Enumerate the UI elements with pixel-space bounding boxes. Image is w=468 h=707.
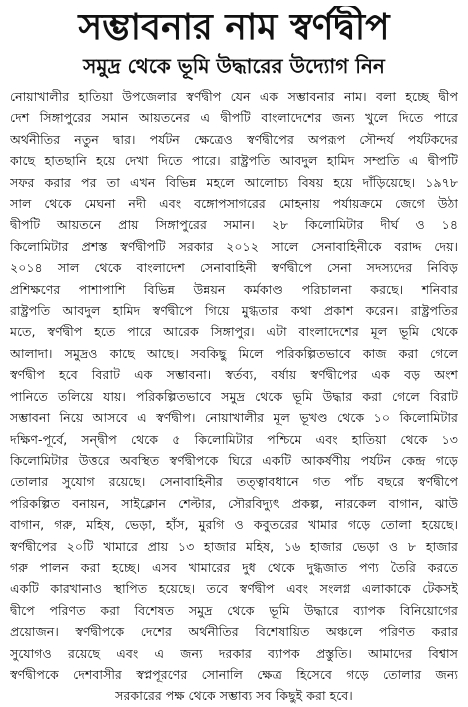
body-line: কিলোমিটার উত্তরে অবস্থিত স্বর্ণদ্বীপকে ঘিরে একটি আকর্ষণীয় পর্যটন কেন্দ্র গড়ে [10, 452, 458, 468]
body-line: সাল থেকে মেঘনা নদী এবং বঙ্গোপসাগরের মোহনায় পর্যায়ক্রমে জেগে উঠা [10, 196, 458, 212]
headline: সম্ভাবনার নাম স্বর্ণদ্বীপ [78, 7, 390, 48]
body-line: দেশ সিঙ্গাপুরের সমান আয়তনের এ দ্বীপটি বাংলাদেশের জন্য খুলে দিতে পারে [10, 110, 458, 126]
body-line: তোলার সুযোগ রয়েছে। সেনাবাহিনীর তত্ত্বাবধানে গত পাঁচ বছরে স্বর্ণদ্বীপে [10, 474, 458, 490]
body-line: সুযোগও রয়েছে এবং এ জন্য দরকার ব্যাপক প্রস্তুতি। আমাদের বিশ্বাস [10, 645, 458, 661]
body-line: প্রশিক্ষণের পাশাপাশি বিভিন্ন উন্নয়ন কর্মকাণ্ড পরিচালনা করছে। শনিবার [10, 281, 458, 297]
body-line: কিলোমিটার প্রশস্ত স্বর্ণদ্বীপটি সরকার ২০১২ সালে সেনাবাহিনীকে বরাদ্দ দেয়। [10, 238, 458, 254]
body-line: বাগান, গরু, মহিষ, ভেড়া, হাঁস, মুরগি ও কবুতরের খামার গড়ে তোলা হয়েছে। [10, 517, 458, 533]
body-line: সম্ভাবনা নিয়ে আসবে এ স্বর্ণদ্বীপ। নোয়াখালীর মূল ভূখণ্ড থেকে ১০ কিলোমিটার [10, 410, 458, 426]
body-line: স্বর্ণদ্বীপ হবে বিরাট এক সম্ভাবনা। স্বর্তব্য, বর্ষায় স্বর্ণদ্বীপের এক বড় অংশ [10, 367, 458, 383]
article-body [10, 86, 458, 707]
body-line: ২০১৪ সাল থেকে বাংলাদেশ সেনাবাহিনী স্বর্ণদ্বীপে সেনা সদস্যদের নিবিড় [10, 260, 458, 276]
body-line: স্বর্ণদ্বীপকে দেশবাসীর স্বপ্নপূরণের সোনালি ক্ষেত্র হিসেবে গড়ে তোলার জন্য [10, 666, 458, 682]
body-line: অর্থনীতির নতুন দ্বার। পর্যটন ক্ষেত্রেও স্বর্ণদ্বীপের অপরূপ সৌন্দর্য পর্যটকদের [10, 131, 458, 147]
body-line: পরিকল্পিত বনায়ন, সাইক্লোন শেল্টার, সৌরবিদ্যুৎ প্রকল্প, নারকেল বাগান, ঝাউ [10, 495, 458, 511]
body-line: গরু পালন করা হচ্ছে। এসব খামারের দুধ থেকে দুগ্ধজাত পণ্য তৈরি করতে [10, 559, 458, 575]
body-line: আলাদা। সমুদ্রও কাছে আছে। সবকিছু মিলে পরিকল্পিতভাবে কাজ করা গেলে [10, 345, 458, 361]
body-line: একটি কারখানাও স্থাপিত হয়েছে। তবে স্বর্ণদ্বীপ এবং সংলগ্ন এলাকাকে টেকসই [10, 581, 458, 597]
body-line: দক্ষিণ-পূর্বে, সন্দ্বীপ থেকে ৫ কিলোমিটার পশ্চিমে এবং হাতিয়া থেকে ১৩ [10, 431, 458, 447]
body-line: পানিতে তলিয়ে যায়। পরিকল্পিতভাবে সমুদ্র থেকে ভূমি উদ্ধার করা গেলে বিরাট [10, 388, 458, 404]
body-line: দ্বীপে পরিণত করা বিশেষত সমুদ্র থেকে ভূমি উদ্ধারে ব্যাপক বিনিয়োগের [10, 602, 458, 618]
body-line: প্রয়োজন। স্বর্ণদ্বীপকে দেশের অর্থনীতির বিশেষায়িত অঞ্চলে পরিণত করার [10, 624, 458, 640]
body-line: স্বর্ণদ্বীপের ২০টি খামারে প্রায় ১৩ হাজার মহিষ, ১৬ হাজার ভেড়া ও ৮ হাজার [10, 538, 458, 554]
body-line: দ্বীপটি আয়তনে প্রায় সিঙ্গাপুরের সমান। ২৮ কিলোমিটার দীর্ঘ ও ১৪ [10, 217, 458, 233]
body-line: কাছে হাতছানি হয়ে দেখা দিতে পারে। রাষ্ট্রপতি আবদুল হামিদ সম্প্রতি এ দ্বীপটি [10, 153, 458, 169]
body-line: মতে, স্বর্ণদ্বীপ হতে পারে আরেক সিঙ্গাপুর। এটা বাংলাদেশের মূল ভূমি থেকে [10, 324, 458, 340]
body-line: রাষ্ট্রপতি আবদুল হামিদ স্বর্ণদ্বীপে গিয়ে মুগ্ধতার কথা প্রকাশ করেন। রাষ্ট্রপতির [10, 303, 458, 319]
body-line: নোয়াখালীর হাতিয়া উপজেলার স্বর্ণদ্বীপ যেন এক সম্ভাবনার নাম। বলা হচ্ছে দ্বীপ [10, 89, 458, 104]
subheadline: সমুদ্র থেকে ভূমি উদ্ধারের উদ্যোগ নিন [83, 54, 385, 78]
body-line: সরকারের পক্ষ থেকে সম্ভাব্য সব কিছুই করা হবে। [115, 688, 353, 704]
body-line: সফর করার পর তা এখন বিভিন্ন মহলে আলোচ্য বিষয় হয়ে দাঁড়িয়েছে। ১৯৭৮ [10, 174, 458, 190]
